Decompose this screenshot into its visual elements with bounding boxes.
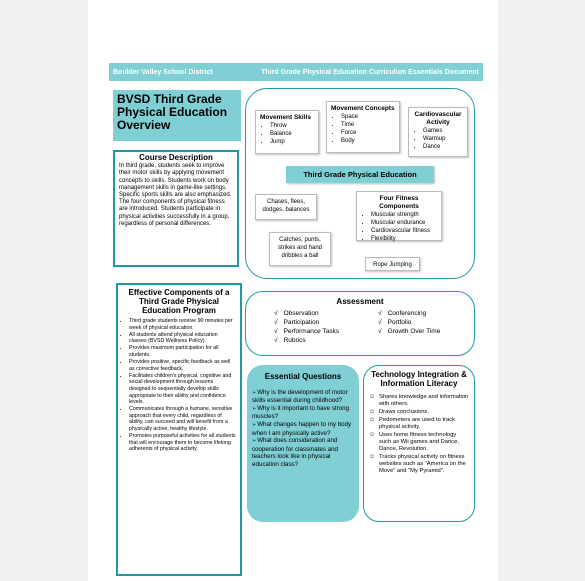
list-item: • Muscular endurance bbox=[371, 219, 437, 227]
essential-questions-box bbox=[247, 365, 359, 522]
list-item: • Provides maximum participation for all students. bbox=[129, 345, 236, 358]
assessment-column-1 bbox=[274, 309, 339, 345]
list-item: √ Participation bbox=[274, 318, 339, 327]
course-description-heading: Course Description bbox=[139, 153, 213, 162]
list-item: ☺ Shares knowledge and information with others. bbox=[369, 394, 469, 408]
movement-concepts-title: Movement Concepts bbox=[331, 105, 395, 112]
overview-title: BVSD Third Grade Physical Education Overview bbox=[113, 90, 241, 141]
list-item: √ Portfolio bbox=[378, 318, 440, 327]
list-item: √ Observation bbox=[274, 309, 339, 318]
list-item: ➢ Why is it important to have strong muscles? bbox=[252, 405, 354, 421]
list-item: ☺ Draws conclusions. bbox=[369, 409, 469, 416]
list-item: • All students attend physical education classes (BVSD Wellness Policy). bbox=[129, 332, 236, 345]
list-item: √ Conferencing bbox=[378, 309, 440, 318]
list-item: √ Growth Over Time bbox=[378, 327, 440, 336]
movement-skills-title: Movement Skills bbox=[260, 114, 311, 121]
list-item: • Time bbox=[341, 121, 395, 129]
list-item: • Space bbox=[341, 113, 395, 121]
list-item: • Promotes purposeful activities for all students that will encourage them to become lifelong adherents of physical activity. bbox=[129, 433, 236, 453]
rope-jumping-box: Rope Jumping bbox=[365, 257, 420, 271]
center-topic: Third Grade Physical Education bbox=[286, 166, 434, 183]
chases-box: Chases, flees, dodges, balances bbox=[255, 194, 317, 220]
movement-skills-box bbox=[255, 110, 319, 154]
list-item: • Provides positive, specific feedback as well as corrective feedback. bbox=[129, 359, 236, 372]
list-item: • Facilitates children's physical, cognitive and social development through lessons designed to sequentially develop skills appropriate to their ability and confidence levels. bbox=[129, 373, 236, 406]
document-title: Third Grade Physical Education Curriculum Essentials Document bbox=[261, 68, 479, 76]
list-item: • Muscular strength bbox=[371, 211, 437, 219]
movement-concepts-box bbox=[326, 101, 400, 153]
list-item: √ Performance Tasks bbox=[274, 327, 339, 336]
cardiovascular-title: Cardiovascular Activity bbox=[414, 111, 462, 126]
list-item: ☺ Pedometers are used to track physical activity. bbox=[369, 417, 469, 431]
course-description-text: In third grade, students seek to improve their motor skills by applying movement concepts to skills. Students work on body management skills in game-like settings. Specific sports skills are also emphasized. The four components of physical fitness are introduced. Students participate in physical activities successfully in a group, regardless of personal differences. bbox=[119, 163, 232, 227]
list-item: ➢ What changes happen to my body when I am physically active? bbox=[252, 421, 354, 437]
district-name: Boulder Valley School District bbox=[113, 68, 213, 76]
list-item: ☺ Uses home fitness technology such as Wii games and Dance, Dance, Revolution. bbox=[369, 432, 469, 453]
list-item: • Third grade students receive 90 minutes per week of physical education. bbox=[129, 318, 236, 331]
list-item: • Balance bbox=[270, 130, 314, 138]
list-item: • Force bbox=[341, 129, 395, 137]
effective-components-heading: Effective Components of a Third Grade Physical Education Program bbox=[128, 288, 230, 315]
list-item: • Body bbox=[341, 137, 395, 145]
technology-heading: Technology Integration & Information Literacy bbox=[371, 370, 467, 388]
catches-box: Catches, punts, strikes and hand dribbles a ball bbox=[269, 232, 331, 266]
fitness-components-box bbox=[356, 191, 442, 241]
list-item: • Games bbox=[423, 127, 463, 135]
header-bar bbox=[109, 63, 483, 81]
course-description-box bbox=[113, 150, 239, 267]
list-item: • Cardiovascular fitness bbox=[371, 227, 437, 235]
assessment-heading: Assessment bbox=[336, 297, 384, 306]
fitness-components-title: Four Fitness Components bbox=[379, 195, 419, 210]
list-item: √ Rubrics bbox=[274, 336, 339, 345]
list-item: • Dance bbox=[423, 143, 463, 151]
list-item: • Flexibility bbox=[371, 235, 437, 243]
list-item: ➢ Why is the development of motor skills essential during childhood? bbox=[252, 389, 354, 405]
list-item: • Jump bbox=[270, 138, 314, 146]
effective-components-box bbox=[116, 283, 242, 576]
assessment-column-2 bbox=[378, 309, 440, 336]
list-item: • Throw bbox=[270, 122, 314, 130]
essential-questions-heading: Essential Questions bbox=[264, 372, 342, 381]
assessment-box bbox=[245, 291, 475, 356]
list-item: • Warmup bbox=[423, 135, 463, 143]
list-item: ➢ What does consideration and cooperation for classmates and teachers look like in physical education class? bbox=[252, 437, 354, 468]
technology-box bbox=[363, 365, 475, 522]
list-item: • Communicates through a humane, sensitive approach that every child, regardless of ability, can succeed and will benefit from a physically active, healthy lifestyle. bbox=[129, 406, 236, 432]
cardiovascular-box bbox=[408, 107, 468, 157]
list-item: ☺ Tracks physical activity on fitness websites such as "America on the Move" and "My Pyramid". bbox=[369, 454, 469, 475]
